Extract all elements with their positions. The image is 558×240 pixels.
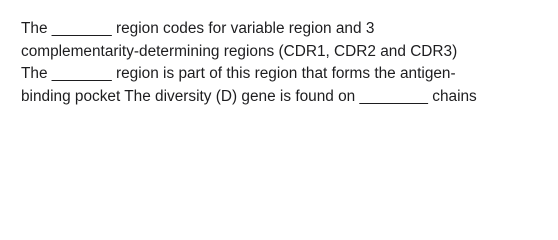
question-line-4: binding pocket The diversity (D) gene is found on ________ chains [21, 87, 477, 105]
question-text [21, 18, 551, 108]
question-line-3: The _______ region is part of this region that forms the antigen- [21, 65, 456, 82]
question-line-2: complementarity-determining regions (CDR1, CDR2 and CDR3) [21, 42, 458, 60]
question-line-1: The _______ region codes for variable region and 3 [21, 20, 375, 37]
